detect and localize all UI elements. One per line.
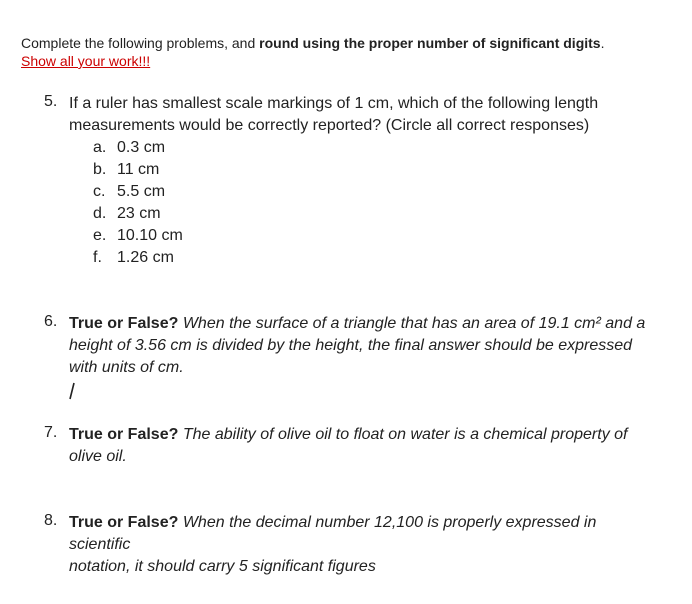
- question-line: height of 3.56 cm is divided by the height, the final answer should be expressed: [69, 337, 633, 354]
- question-number: 8.: [44, 512, 58, 529]
- question-text: [69, 424, 649, 468]
- option-text: 5.5 cm: [117, 183, 166, 200]
- text-cursor-icon: [67, 382, 77, 400]
- answer-option[interactable]: [93, 137, 183, 159]
- true-false-label: True or False?: [69, 514, 179, 531]
- question-line: The ability of olive oil to float on water is a chemical property of: [178, 426, 628, 443]
- true-false-label: True or False?: [69, 315, 179, 332]
- option-letter: c.: [93, 183, 106, 200]
- question-number: 7.: [44, 424, 58, 441]
- question-text: [69, 313, 649, 379]
- question-line: When the decimal number 12,100 is properly expressed in scientific: [69, 514, 597, 553]
- option-letter: b.: [93, 161, 107, 178]
- question-number: 6.: [44, 313, 58, 330]
- question-line: If a ruler has smallest scale markings of 1 cm, which of the following length: [69, 95, 599, 112]
- option-text: 11 cm: [117, 161, 160, 178]
- answer-option[interactable]: [93, 203, 183, 225]
- question-number: 5.: [44, 93, 58, 110]
- option-letter: e.: [93, 227, 107, 244]
- question-line: notation, it should carry 5 significant figures: [69, 558, 376, 575]
- option-text: 0.3 cm: [117, 139, 166, 156]
- answer-options: [93, 137, 183, 269]
- question-line: measurements would be correctly reported? (Circle all correct responses): [69, 117, 590, 134]
- option-letter: a.: [93, 139, 107, 156]
- instructions-text: Complete the following problems, and: [21, 35, 260, 51]
- question-line: olive oil.: [69, 448, 127, 465]
- question-line: When the surface of a triangle that has an area of 19.1 cm² and a: [178, 315, 646, 332]
- option-letter: d.: [93, 205, 107, 222]
- show-work-note: Show all your work!!!: [21, 53, 151, 69]
- instructions: [21, 34, 604, 52]
- option-text: 1.26 cm: [117, 249, 174, 266]
- answer-option[interactable]: [93, 159, 183, 181]
- answer-option[interactable]: [93, 247, 183, 269]
- question-text: [69, 512, 649, 578]
- answer-option[interactable]: [93, 225, 183, 247]
- question-line: with units of cm.: [69, 359, 184, 376]
- instructions-suffix: .: [600, 35, 605, 51]
- option-text: 10.10 cm: [117, 227, 183, 244]
- option-text: 23 cm: [117, 205, 161, 222]
- true-false-label: True or False?: [69, 426, 179, 443]
- option-letter: f.: [93, 249, 102, 266]
- instructions-bold: round using the proper number of significant digits: [259, 35, 601, 51]
- question-text: [69, 93, 649, 137]
- answer-option[interactable]: [93, 181, 183, 203]
